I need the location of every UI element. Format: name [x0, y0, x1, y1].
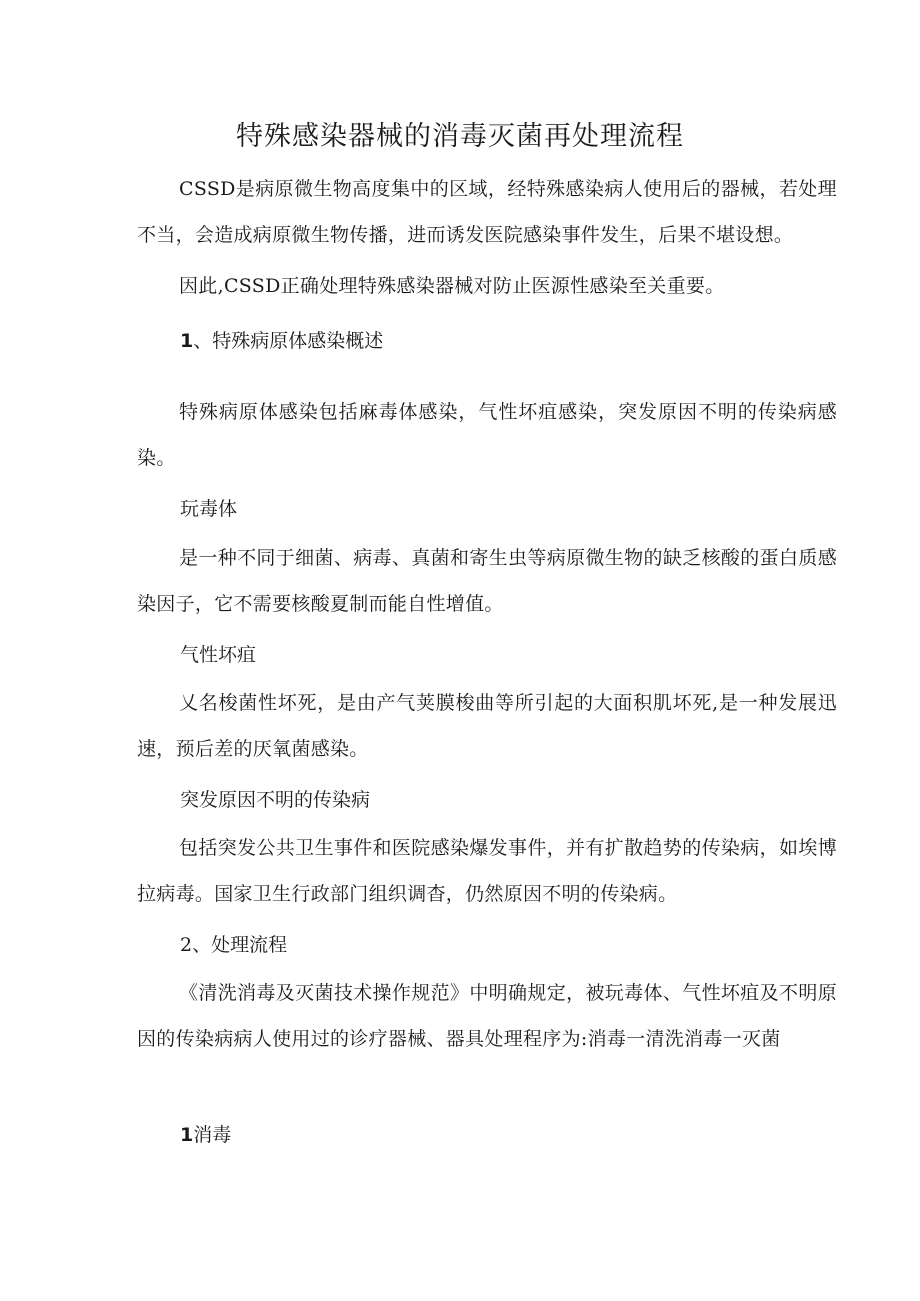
overview-paragraph: 特殊病原体感染包括麻毒体感染，气性坏疽感染，突发原因不明的传染病感染。: [137, 401, 837, 469]
prion-heading: 玩毒体: [180, 498, 238, 520]
regulation-paragraph: 《清洗消毒及灭菌技术操作规范》中明确规定，被玩毒体、气性坏疽及不明原因的传染病病人使用过的诊疗器械、器具处理程序为:消毒一清洗消毒一灭菌: [137, 982, 837, 1050]
unknown-disease-paragraph: 包括突发公共卫生事件和医院感染爆发事件，并有扩散趋势的传染病，如埃博拉病毒。国家卫生行政部门组织调杳，仍然原因不明的传染病。: [137, 837, 837, 905]
importance-paragraph: 因此,CSSD正确处理特殊感染器械对防止医源性感染至关重要。: [179, 275, 725, 297]
section-1-label: 、特殊病原体感染概述: [193, 330, 384, 352]
section-2-heading: 2、处理流程: [180, 934, 288, 956]
gangrene-heading: 气性坏疽: [180, 644, 257, 666]
intro-paragraph: CSSD是病原微生物高度集中的区域，经特殊感染病人使用后的器械，若处理不当，会造成病原微生物传播，进而诱发医院感染事件发生，后果不堪设想。: [137, 178, 837, 246]
step-1-number: 1: [180, 1124, 194, 1146]
section-1-number: 1: [180, 330, 194, 352]
step-1-heading: [180, 1112, 231, 1158]
section-1-heading: [180, 318, 383, 364]
step-1-label: 消毒: [193, 1124, 232, 1146]
page-title: 特殊感染器械的消毒灭菌再处理流程: [236, 121, 684, 152]
unknown-disease-heading: 突发原因不明的传染病: [180, 789, 371, 811]
gangrene-paragraph: 乂名梭菌性坏死，是由产气荚膜梭曲等所引起的大面积肌坏死,是一种发展迅速，预后差的厌氧菌感染。: [137, 692, 837, 760]
prion-paragraph: 是一种不同于细菌、病毒、真菌和寄生虫等病原微生物的缺乏核酸的蛋白质感染因子，它不需要核酸夏制而能自性增值。: [137, 547, 837, 615]
